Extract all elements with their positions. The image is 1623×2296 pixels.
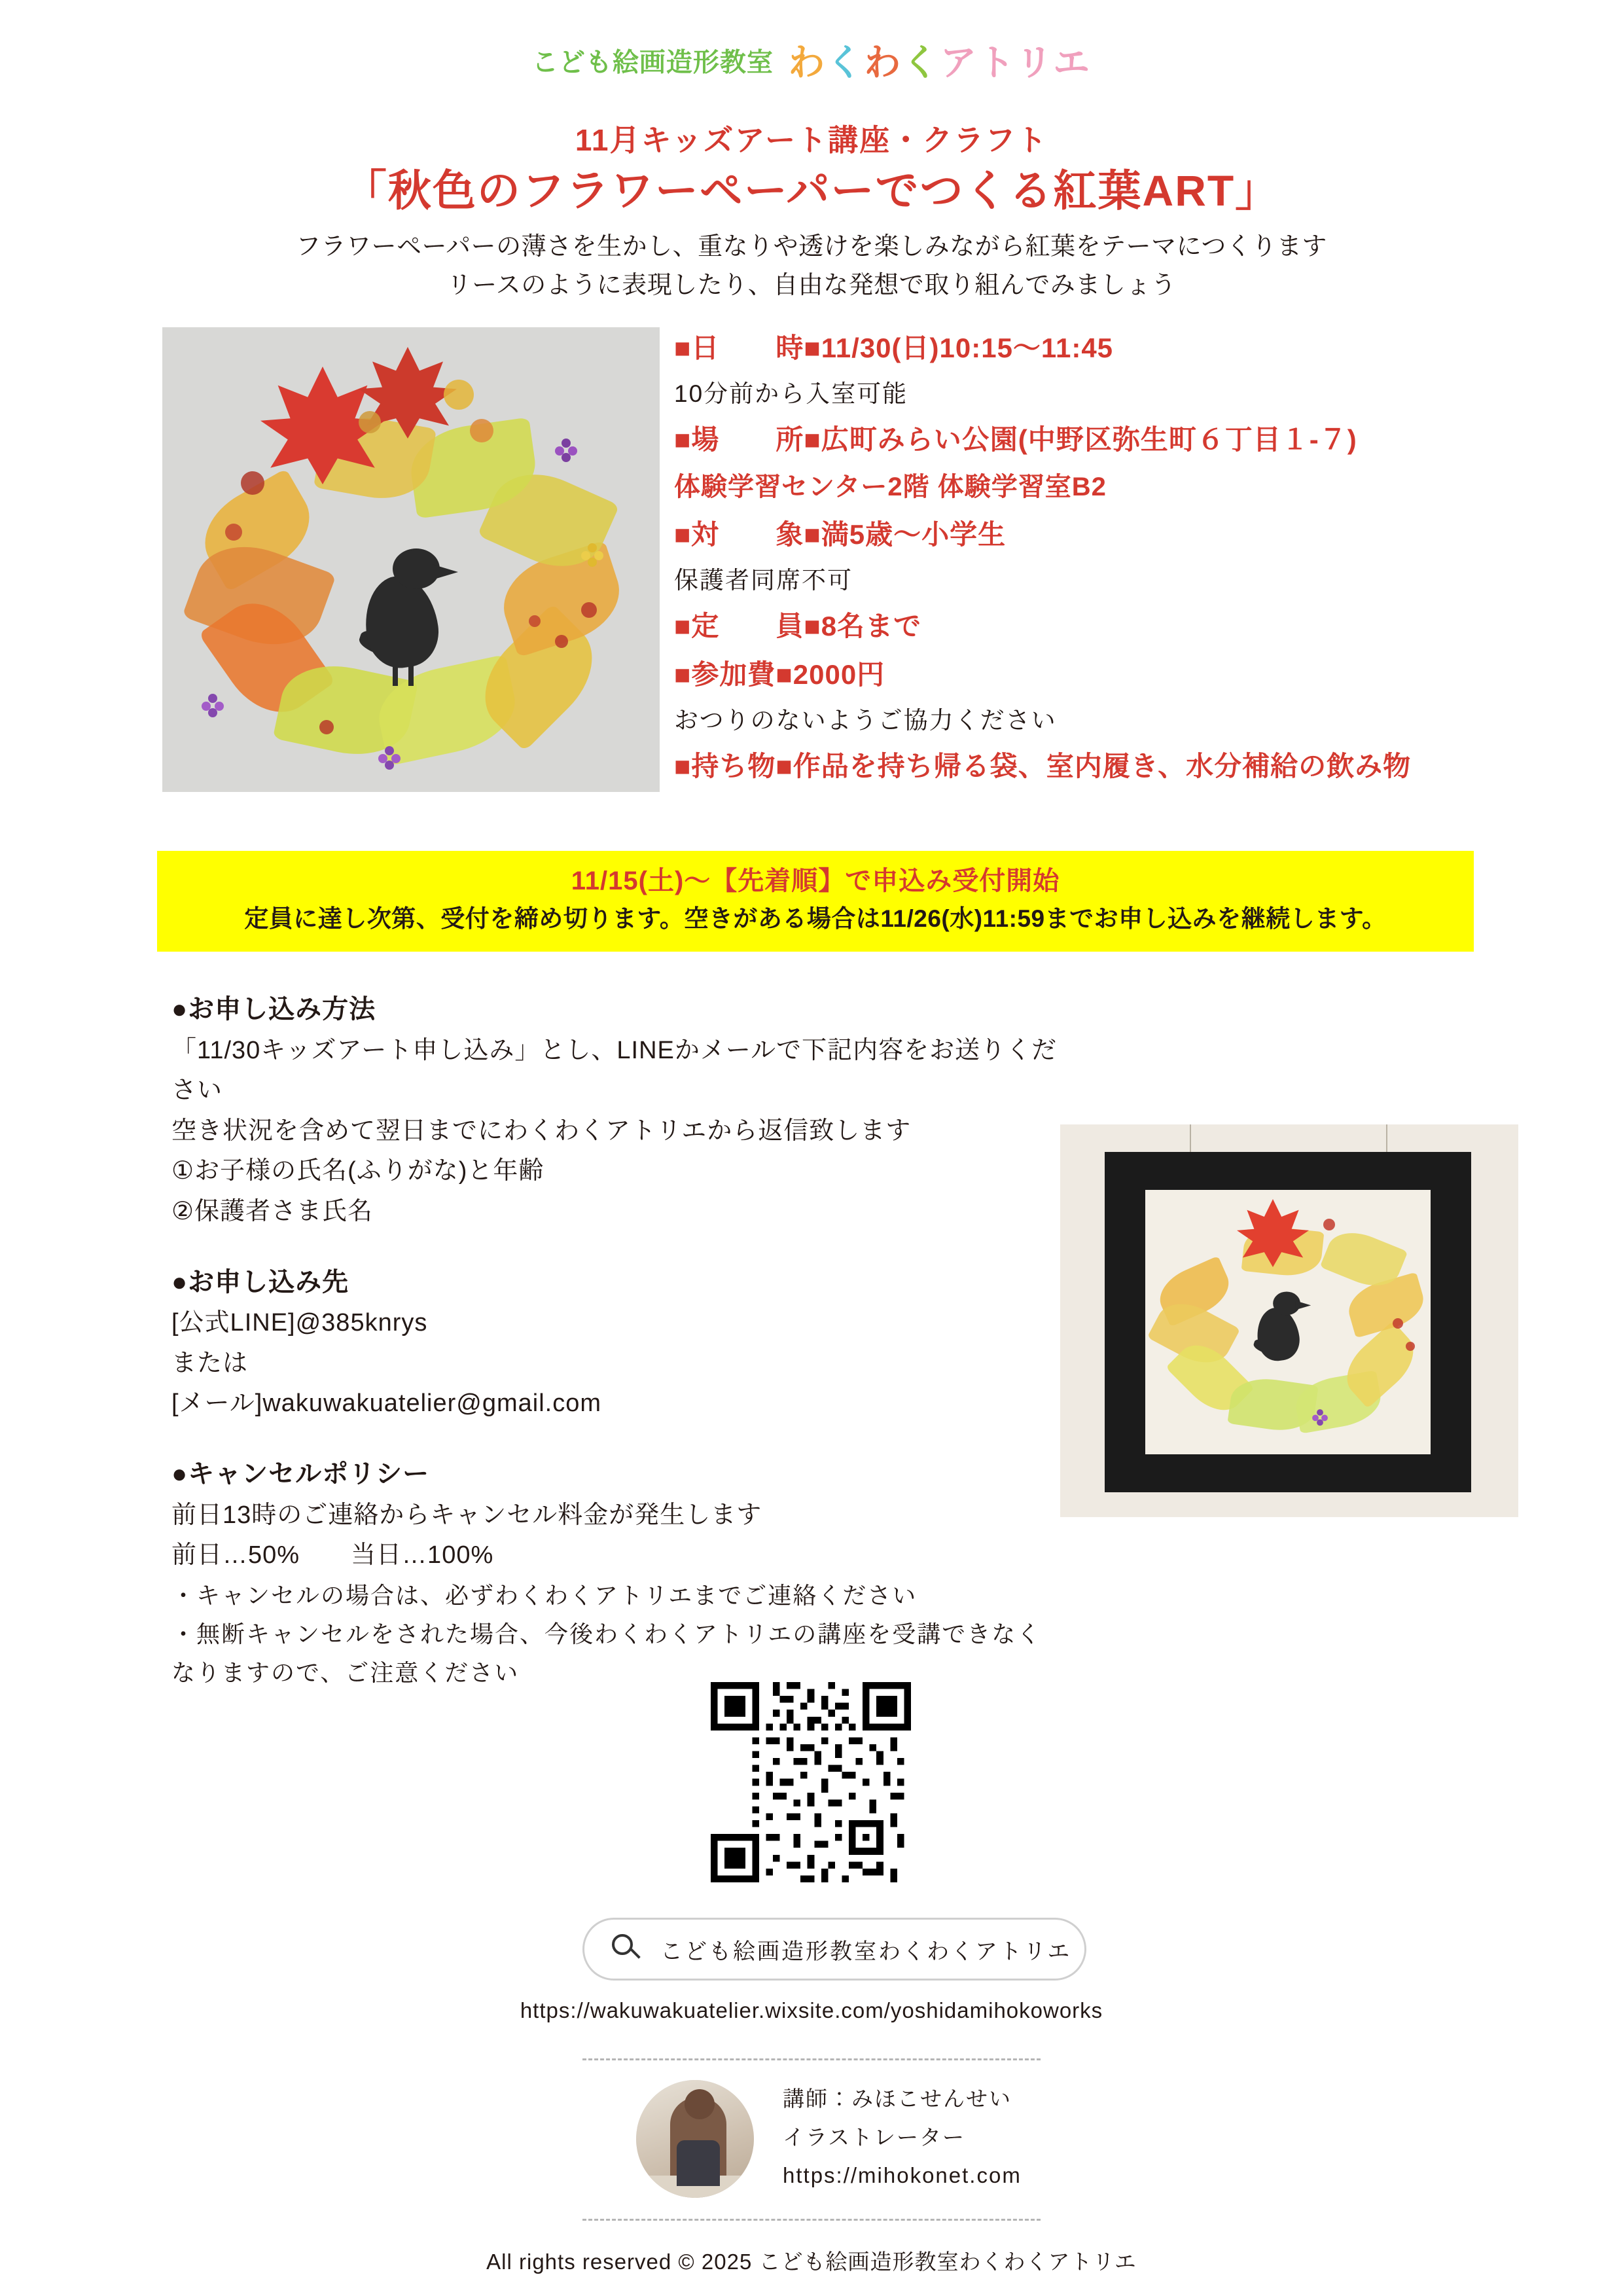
course-subtitle: 11月キッズアート講座・クラフト xyxy=(575,123,1048,157)
artwork-illustration xyxy=(162,327,660,792)
berry-dot xyxy=(529,615,541,627)
detail-place-value: 広町みらい公園(中野区弥生町６丁目１-７) xyxy=(821,423,1357,455)
contact-line-2: または xyxy=(171,1349,249,1377)
detail-place-label: ■場 所■ xyxy=(674,423,821,455)
brand-logo xyxy=(0,34,1623,86)
logo-subtitle: こども絵画造形教室 xyxy=(531,48,774,77)
course-details xyxy=(674,326,1518,793)
contact-line-3: [メール]wakuwakuatelier@gmail.com xyxy=(171,1390,602,1418)
flower-shape xyxy=(581,543,603,565)
crow-silhouette xyxy=(1253,1285,1310,1365)
contact-block xyxy=(171,1261,1061,1424)
lead-line-1: フラワーペーパーの薄さを生かし、重なりや透けを楽しみながら紅葉をテーマにつくります xyxy=(296,233,1327,260)
detail-target-value: 満5歳〜小学生 xyxy=(821,518,1007,550)
berry-dot xyxy=(555,635,568,648)
detail-datetime-note: 10分前から入室可能 xyxy=(674,380,908,408)
cancel-policy-block xyxy=(171,1453,1061,1692)
detail-fee-label: ■参加費■ xyxy=(674,658,793,690)
application-notice-banner xyxy=(157,851,1474,952)
cancel-policy-line-3: ・キャンセルの場合は、必ずわくわくアトリエまでご連絡ください xyxy=(171,1581,918,1609)
flower-shape xyxy=(555,439,577,461)
crow-beak xyxy=(1296,1300,1311,1310)
detail-place xyxy=(674,418,1518,462)
detail-capacity-label: ■定 員■ xyxy=(674,610,821,641)
logo-title: わくわくアトリエ xyxy=(788,42,1092,83)
notice-line-1: 11/15(土)〜【先着順】で申込み受付開始 xyxy=(571,867,1060,895)
detail-target-label: ■対 象■ xyxy=(674,518,821,550)
detail-fee-note: おつりのないようご協力ください xyxy=(674,706,1057,734)
instructor-role: イラストレーター xyxy=(783,2125,966,2149)
berry-dot xyxy=(470,419,493,442)
how-to-apply-block xyxy=(171,988,1061,1232)
page-title: 「秋色のフラワーペーパーでつくる紅葉ART」 xyxy=(343,166,1280,215)
flower-shape xyxy=(1312,1409,1328,1425)
contact-heading: ●お申し込み先 xyxy=(171,1267,349,1297)
search-box[interactable] xyxy=(582,1918,1086,1981)
crow-silhouette xyxy=(359,537,457,674)
lead-text xyxy=(0,228,1623,305)
flower-shape xyxy=(378,746,401,768)
instructor-site[interactable]: https://mihokonet.com xyxy=(783,2163,1022,2188)
detail-bring-label: ■持ち物■ xyxy=(674,750,793,781)
berry-dot xyxy=(225,524,242,541)
website-url[interactable]: https://wakuwakuatelier.wixsite.com/yoshidamihokoworks xyxy=(520,1998,1103,2022)
flower-shape xyxy=(202,694,224,716)
crow-body xyxy=(1253,1305,1302,1363)
photo-black-frame xyxy=(1105,1152,1471,1492)
crow-leg xyxy=(408,661,414,686)
crow-beak xyxy=(432,564,458,580)
photo-artwork-area xyxy=(1145,1190,1431,1454)
berry-dot xyxy=(444,380,474,410)
crow-body xyxy=(359,571,443,672)
detail-bring xyxy=(674,744,1518,789)
contact-line-1: [公式LINE]@385knrys xyxy=(171,1309,428,1337)
hanging-string xyxy=(1386,1124,1387,1155)
artwork-canvas xyxy=(162,327,660,792)
berry-dot xyxy=(241,471,264,495)
divider-top xyxy=(582,2058,1041,2060)
detail-target-note: 保護者同席不可 xyxy=(674,566,853,594)
footer-copyright: All rights reserved © 2025 こども絵画造形教室わくわくアトリエ xyxy=(486,2250,1137,2274)
how-to-apply-line-4: ②保護者さま氏名 xyxy=(171,1197,374,1225)
instructor-name: 講師：みほこせんせい xyxy=(783,2087,1012,2111)
detail-capacity xyxy=(674,604,1518,649)
detail-fee-value: 2000円 xyxy=(793,658,885,690)
cancel-policy-heading: ●キャンセルポリシー xyxy=(171,1459,430,1488)
how-to-apply-line-2: 空き状況を含めて翌日までにわくわくアトリエから返信致します xyxy=(171,1117,912,1145)
sample-artwork-photo xyxy=(1060,1124,1518,1517)
how-to-apply-heading: ●お申し込み方法 xyxy=(171,995,376,1024)
cancel-policy-line-4: ・無断キャンセルをされた場合、今後わくわくアトリエの講座を受講できなくなりますので、ご注意ください xyxy=(171,1620,1042,1686)
cancel-policy-line-2: 前日…50% 当日…100% xyxy=(171,1541,494,1570)
hanging-string xyxy=(1190,1124,1191,1155)
qr-code[interactable] xyxy=(711,1682,911,1882)
cancel-policy-line-1: 前日13時のご連絡からキャンセル料金が発生します xyxy=(171,1501,762,1529)
application-info xyxy=(171,988,1061,1721)
instructor-avatar xyxy=(636,2080,754,2198)
lead-line-2: リースのように表現したり、自由な発想で取り組んでみましょう xyxy=(446,271,1177,299)
crow-leg xyxy=(393,661,398,686)
berry-dot xyxy=(1393,1318,1403,1329)
search-icon xyxy=(612,1934,642,1964)
notice-line-2: 定員に達し次第、受付を締め切ります。空きがある場合は11/26(水)11:59までお申し込みを継続します。 xyxy=(244,905,1387,932)
how-to-apply-line-3: ①お子様の氏名(ふりがな)と年齢 xyxy=(171,1157,544,1185)
berry-dot xyxy=(359,411,381,433)
detail-target xyxy=(674,512,1518,557)
detail-bring-value: 作品を持ち帰る袋、室内履き、水分補給の飲み物 xyxy=(793,750,1412,781)
berry-dot xyxy=(319,720,334,734)
detail-place-detail: 体験学習センター2階 体験学習室B2 xyxy=(674,473,1107,501)
detail-datetime-value: 11/30(日)10:15〜11:45 xyxy=(821,332,1114,363)
detail-datetime-label: ■日 時■ xyxy=(674,332,821,363)
search-keyword: こども絵画造形教室わくわくアトリエ xyxy=(660,1939,1072,1964)
divider-bottom xyxy=(582,2219,1041,2221)
detail-fee xyxy=(674,653,1518,697)
detail-datetime xyxy=(674,326,1518,370)
berry-dot xyxy=(1406,1342,1415,1351)
berry-dot xyxy=(581,602,597,618)
how-to-apply-line-1: 「11/30キッズアート申し込み」とし、LINEかメールで下記内容をお送りください xyxy=(171,1036,1058,1105)
berry-dot xyxy=(1323,1219,1335,1230)
instructor-info xyxy=(783,2080,1149,2195)
detail-capacity-value: 8名まで xyxy=(821,610,922,641)
